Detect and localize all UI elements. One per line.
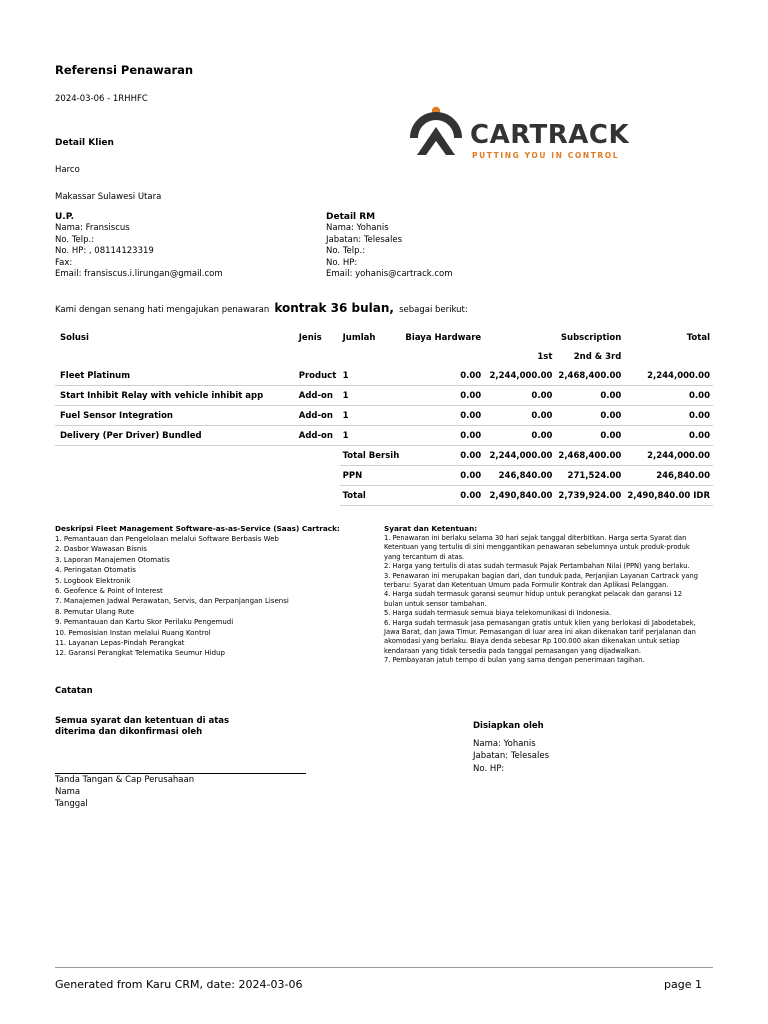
header-jumlah: Jumlah [342,332,376,343]
summary-hardware: 0.00 [402,446,484,466]
summary-row-ppn [55,466,713,486]
terms-line: 6. Harga sudah termasuk jasa pemasangan gratis untuk klien yang berlokasi di Jabodetabek, [384,618,696,627]
table-row [55,426,713,446]
terms-heading: Syarat dan Ketentuan: [384,524,478,533]
footer-page-number: page 1 [664,978,702,991]
row-first: 0.00 [484,406,555,426]
header-total: Total [686,332,710,343]
row-jumlah: 1 [340,386,403,406]
terms-line: yang tercantum di atas. [384,552,465,561]
cartrack-logo-icon [410,105,466,161]
rm-nama: Nama: Yohanis [326,223,389,233]
terms-line: 1. Penawaran ini berlaku selama 30 hari sejak tanggal diterbitkan. Harga serta Syarat dan [384,534,687,542]
summary-row-total [55,486,713,506]
row-jenis: Product [296,366,340,386]
terms-line: 4. Harga sudah termasuk garansi seumur hidup untuk perangkat pelacak dan garansi 12 [384,590,683,599]
up-hp: No. HP: , 08114123319 [55,246,154,256]
row-jumlah: 1 [340,366,403,386]
notes-heading: Catatan [55,686,93,696]
summary-second: 2,739,924.00 [555,486,624,506]
row-first: 0.00 [484,386,555,406]
row-solusi: Fuel Sensor Integration [55,406,296,426]
terms-line: kendaraan yang tidak tersedia pada tanggal pemasangan yang dijadwalkan. [384,646,641,655]
summary-label: Total [340,486,403,506]
summary-total: 2,244,000.00 [624,446,713,466]
intro-post: sebagai berikut: [399,305,468,315]
summary-second: 2,468,400.00 [555,446,624,466]
row-jenis: Add-on [296,406,340,426]
terms-line: 7. Pembayaran jatuh tempo di bulan yang sama dengan penerimaan tagihan. [384,656,645,665]
row-hardware: 0.00 [402,386,484,406]
header-second: 2nd & 3rd [573,351,622,362]
summary-hardware: 0.00 [402,486,484,506]
reference-number: 2024-03-06 - 1RHHFC [55,94,148,104]
header-solusi: Solusi [60,332,89,343]
row-second: 2,468,400.00 [555,366,624,386]
list-item: 6. Geofence & Point of Interest [55,587,163,596]
up-email: Email: fransiscus.i.lirungan@gmail.com [55,269,223,279]
row-solusi: Fleet Platinum [55,366,296,386]
list-item: 9. Pemantauan dan Kartu Skor Perilaku Pengemudi [55,618,234,627]
summary-label: Total Bersih [340,446,403,466]
terms-line: akomodasi yang berlaku. Biaya denda sebesar Rp 100.000 akan dikenakan untuk setiap [384,637,680,646]
client-address: Makassar Sulawesi Utara [55,192,162,202]
header-subscription: Subscription [560,332,622,343]
terms-line: terbaru: Syarat dan Ketentuan Umum pada Formulir Kontrak dan Aplikasi Pelanggan. [384,581,669,590]
row-hardware: 0.00 [402,366,484,386]
row-second: 0.00 [555,426,624,446]
rm-hp: No. HP: [326,257,358,268]
footer-divider [55,967,713,968]
prepared-heading: Disiapkan oleh [473,721,544,731]
up-fax: Fax: [55,257,73,268]
row-total: 0.00 [624,406,713,426]
row-jenis: Add-on [296,386,340,406]
row-first: 0.00 [484,426,555,446]
summary-second: 271,524.00 [555,466,624,486]
prepared-hp: No. HP: [473,764,505,774]
intro-sentence [55,297,468,316]
pricing-table [55,328,713,506]
summary-first: 246,840.00 [484,466,555,486]
terms-line: bulan untuk sensor tambahan. [384,599,487,608]
intro-contract: kontrak 36 bulan, [274,301,394,315]
logo-wordmark: CARTRACK [470,120,630,150]
up-block [55,211,223,281]
summary-first: 2,490,840.00 [484,486,555,506]
row-jumlah: 1 [340,426,403,446]
description-block [55,523,375,659]
signature-nama: Nama [55,787,81,797]
table-row [55,406,713,426]
summary-row-total-bersih [55,446,713,466]
up-nama: Nama: Fransiscus [55,223,130,233]
acceptance-block [55,716,229,738]
client-name: Harco [55,165,80,175]
terms-line: Jawa Barat, dan Jawa Timur. Pemasangan di luar area ini akan dikenakan tarif perjalanan dan [384,628,696,637]
rm-heading: Detail RM [326,212,376,222]
prepared-jabatan: Jabatan: Telesales [473,751,550,761]
signature-line [55,773,306,774]
acceptance-line-2: diterima dan dikonfirmasi oleh [55,727,203,737]
row-total: 0.00 [624,386,713,406]
row-total: 2,244,000.00 [624,366,713,386]
list-item: 8. Pemutar Ulang Rute [55,607,135,616]
signature-tanggal: Tanggal [55,799,88,809]
list-item: 5. Logbook Elektronik [55,576,131,585]
terms-line: 2. Harga yang tertulis di atas sudah termasuk Pajak Pertambahan Nilai (PPN) yang berlaku. [384,562,690,571]
list-item: 1. Pemantauan dan Pengelolaan melalui Software Berbasis Web [55,535,279,543]
list-item: 7. Manajemen Jadwal Perawatan, Servis, dan Perpanjangan Lisensi [55,597,289,606]
header-hardware: Biaya Hardware [405,332,482,343]
row-hardware: 0.00 [402,406,484,426]
logo-tagline: PUTTING YOU IN CONTROL [472,151,620,160]
list-item: 2. Dasbor Wawasan Bisnis [55,545,147,554]
summary-total: 246,840.00 [624,466,713,486]
header-jenis: Jenis [298,332,322,343]
table-row [55,386,713,406]
row-jumlah: 1 [340,406,403,426]
rm-telp: No. Telp.: [326,246,366,256]
header-first: 1st [537,351,553,362]
row-solusi: Start Inhibit Relay with vehicle inhibit app [55,386,296,406]
footer-generated: Generated from Karu CRM, date: 2024-03-06 [55,978,303,991]
acceptance-line-1: Semua syarat dan ketentuan di atas [55,716,230,726]
summary-label: PPN [340,466,403,486]
summary-hardware: 0.00 [402,466,484,486]
prepared-nama: Nama: Yohanis [473,739,536,749]
rm-block [326,211,453,281]
list-item: 4. Peringatan Otomatis [55,566,136,575]
list-item: 3. Laporan Manajemen Otomatis [55,555,170,564]
rm-email: Email: yohanis@cartrack.com [326,269,453,279]
summary-total: 2,490,840.00 IDR [624,486,713,506]
table-row [55,366,713,386]
description-heading: Deskripsi Fleet Management Software-as-as-Service (Saas) Cartrack: [55,524,340,533]
terms-line: 3. Penawaran ini merupakan bagian dari, dan tunduk pada, Perjanjian Layanan Cartrack yang [384,571,698,580]
row-second: 0.00 [555,406,624,426]
row-second: 0.00 [555,386,624,406]
summary-first: 2,244,000.00 [484,446,555,466]
table-subheader-row [55,347,713,366]
terms-line: 5. Harga sudah termasuk semua biaya telekomunikasi di Indonesia. [384,609,612,618]
signature-label: Tanda Tangan & Cap Perusahaan [55,775,195,785]
cartrack-logo [410,105,630,163]
row-first: 2,244,000.00 [484,366,555,386]
list-item: 11. Layanan Lepas-Pindah Perangkat [55,639,185,648]
table-header-row [55,328,713,347]
rm-jabatan: Jabatan: Telesales [326,234,403,245]
page-title: Referensi Penawaran [55,63,194,77]
terms-line: Ketentuan yang tertulis di sini menggantikan penawaran sebelumnya untuk produk-produk [384,543,690,552]
row-solusi: Delivery (Per Driver) Bundled [55,426,296,446]
row-hardware: 0.00 [402,426,484,446]
intro-pre: Kami dengan senang hati mengajukan penawaran [55,305,270,315]
terms-block [384,523,719,666]
client-heading: Detail Klien [55,138,114,148]
up-telp: No. Telp.: [55,234,95,245]
list-item: 12. Garansi Perangkat Telematika Seumur Hidup [55,649,225,658]
list-item: 10. Pemosisian Instan melalui Ruang Kontrol [55,628,211,637]
row-total: 0.00 [624,426,713,446]
up-heading: U.P. [55,212,75,222]
row-jenis: Add-on [296,426,340,446]
